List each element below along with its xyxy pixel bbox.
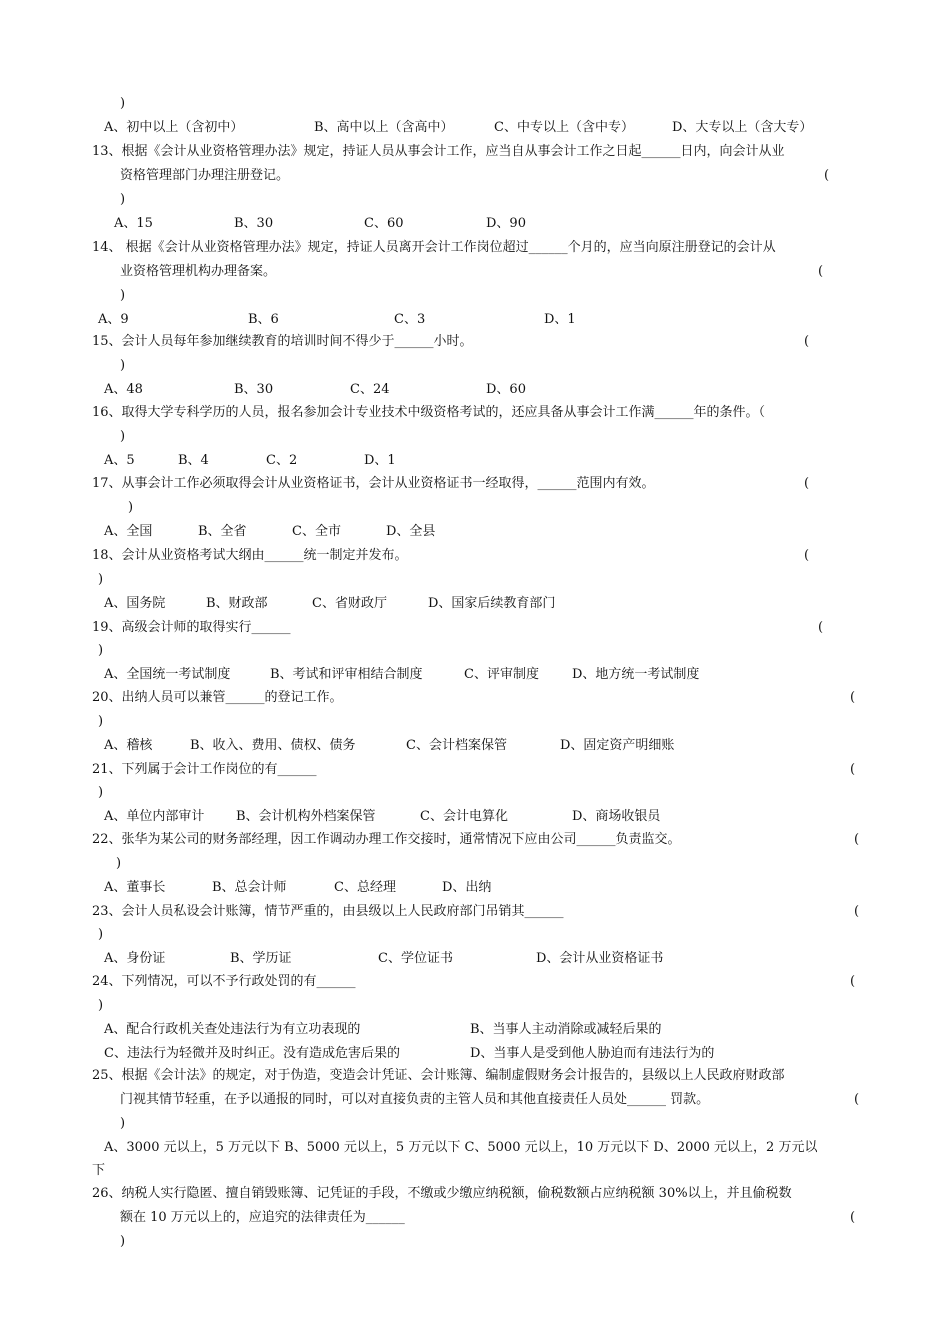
text-line: ) bbox=[120, 1116, 126, 1131]
text-line: 21、下列属于会计工作岗位的有______ bbox=[92, 762, 317, 777]
text-line: ( bbox=[854, 904, 860, 919]
text-line: ) bbox=[128, 500, 134, 515]
text-line: B、4 bbox=[178, 453, 209, 468]
text-line: 门视其情节轻重，在予以通报的同时，可以对直接负责的主管人员和其他直接责任人员处______ 罚款。 bbox=[120, 1092, 710, 1107]
text-line: C、24 bbox=[350, 382, 390, 397]
text-line: A、全国 bbox=[104, 524, 153, 539]
text-line: 17、从事会计工作必须取得会计从业资格证书，会计从业资格证书一经取得，______范围内有效。 bbox=[92, 476, 655, 491]
text-line: C、违法行为轻微并及时纠正。没有造成危害后果的 bbox=[104, 1046, 400, 1061]
text-line: D、固定资产明细账 bbox=[560, 738, 675, 753]
text-line: B、30 bbox=[234, 216, 274, 231]
text-line: C、3 bbox=[394, 312, 426, 327]
text-line: A、全国统一考试制度 bbox=[104, 667, 231, 682]
text-line: B、6 bbox=[248, 312, 279, 327]
text-line: ) bbox=[120, 358, 126, 373]
text-line: ) bbox=[120, 96, 126, 111]
text-line: B、总会计师 bbox=[212, 880, 287, 895]
text-line: B、财政部 bbox=[206, 596, 268, 611]
text-line: D、当事人是受到他人胁迫而有违法行为的 bbox=[470, 1046, 715, 1061]
text-line: D、1 bbox=[544, 312, 576, 327]
text-line: C、省财政厅 bbox=[312, 596, 387, 611]
text-line: 23、会计人员私设会计账簿，情节严重的，由县级以上人民政府部门吊销其______ bbox=[92, 904, 564, 919]
text-line: D、商场收银员 bbox=[572, 809, 661, 824]
text-line: ) bbox=[120, 192, 126, 207]
text-line: C、会计档案保管 bbox=[406, 738, 507, 753]
text-line: ( bbox=[850, 762, 856, 777]
text-line: A、初中以上（含初中） bbox=[104, 120, 244, 135]
text-line: 业资格管理机构办理备案。 bbox=[120, 264, 277, 279]
text-line: A、5 bbox=[104, 453, 135, 468]
text-line: D、60 bbox=[486, 382, 526, 397]
text-line: ( bbox=[854, 1092, 860, 1107]
text-line: A、9 bbox=[98, 312, 129, 327]
text-line: 14、 根据《会计从业资格管理办法》规定，持证人员离开会计工作岗位超过______个月的，应当向原注册登记的会计从 bbox=[92, 240, 776, 255]
text-line: B、会计机构外档案保管 bbox=[236, 809, 376, 824]
text-line: 额在 10 万元以上的，应追究的法律责任为______ bbox=[120, 1210, 405, 1225]
text-line: D、90 bbox=[486, 216, 526, 231]
text-line: 16、取得大学专科学历的人员，报名参加会计专业技术中级资格考试的，还应具备从事会计工作满______年的条件。（ bbox=[92, 405, 766, 420]
text-line: ( bbox=[804, 476, 810, 491]
text-line: ) bbox=[98, 714, 104, 729]
text-line: C、中专以上（含中专） bbox=[494, 120, 634, 135]
text-line: C、2 bbox=[266, 453, 298, 468]
text-line: A、15 bbox=[114, 216, 153, 231]
text-line: ) bbox=[98, 785, 104, 800]
text-line: 下 bbox=[92, 1163, 106, 1178]
text-line: D、会计从业资格证书 bbox=[536, 951, 664, 966]
text-line: C、学位证书 bbox=[378, 951, 453, 966]
text-line: 20、出纳人员可以兼管______的登记工作。 bbox=[92, 690, 343, 705]
text-line: C、评审制度 bbox=[464, 667, 539, 682]
text-line: ( bbox=[850, 690, 856, 705]
text-line: ( bbox=[824, 168, 830, 183]
text-line: B、30 bbox=[234, 382, 274, 397]
text-line: ( bbox=[818, 264, 824, 279]
text-line: 15、会计人员每年参加继续教育的培训时间不得少于______小时。 bbox=[92, 334, 473, 349]
text-line: D、国家后续教育部门 bbox=[428, 596, 556, 611]
text-line: B、考试和评审相结合制度 bbox=[270, 667, 423, 682]
text-line: B、收入、费用、债权、债务 bbox=[190, 738, 356, 753]
text-line: 19、高级会计师的取得实行______ bbox=[92, 620, 291, 635]
text-line: A、身份证 bbox=[104, 951, 166, 966]
text-line: A、3000 元以上，5 万元以下 B、5000 元以上，5 万元以下 C、5000 元以上，10 万元以下 D、2000 元以上，2 万元以 bbox=[104, 1140, 818, 1155]
text-line: C、总经理 bbox=[334, 880, 396, 895]
text-line: 13、根据《会计从业资格管理办法》规定，持证人员从事会计工作，应当自从事会计工作之日起______日内，向会计从业 bbox=[92, 144, 785, 159]
text-line: ( bbox=[804, 334, 810, 349]
text-line: D、地方统一考试制度 bbox=[572, 667, 700, 682]
text-line: B、当事人主动消除或减轻后果的 bbox=[470, 1022, 662, 1037]
text-line: C、会计电算化 bbox=[420, 809, 508, 824]
text-line: 22、张华为某公司的财务部经理，因工作调动办理工作交接时，通常情况下应由公司______负责监交。 bbox=[92, 832, 681, 847]
text-line: D、大专以上（含大专） bbox=[672, 120, 813, 135]
text-line: A、单位内部审计 bbox=[104, 809, 205, 824]
text-line: 26、纳税人实行隐匿、擅自销毁账簿、记凭证的手段，不缴或少缴应纳税额，偷税数额占应纳税额 30%以上，并且偷税数 bbox=[92, 1186, 792, 1201]
text-line: D、1 bbox=[364, 453, 396, 468]
text-line: ) bbox=[98, 643, 104, 658]
text-line: ) bbox=[98, 572, 104, 587]
text-line: ) bbox=[120, 429, 126, 444]
text-line: 18、会计从业资格考试大纲由______统一制定并发布。 bbox=[92, 548, 408, 563]
text-line: B、学历证 bbox=[230, 951, 292, 966]
text-line: ) bbox=[120, 1234, 126, 1249]
text-line: B、全省 bbox=[198, 524, 247, 539]
text-line: ( bbox=[854, 832, 860, 847]
text-line: C、60 bbox=[364, 216, 404, 231]
text-line: D、全县 bbox=[386, 524, 436, 539]
text-line: ( bbox=[850, 974, 856, 989]
text-line: A、董事长 bbox=[104, 880, 166, 895]
text-line: D、出纳 bbox=[442, 880, 492, 895]
text-line: ) bbox=[116, 856, 122, 871]
text-line: 25、根据《会计法》的规定，对于伪造，变造会计凭证、会计账簿、编制虚假财务会计报告的，县级以上人民政府财政部 bbox=[92, 1068, 785, 1083]
text-line: A、稽核 bbox=[104, 738, 153, 753]
text-line: ) bbox=[120, 288, 126, 303]
text-line: B、高中以上（含高中） bbox=[314, 120, 454, 135]
text-line: C、全市 bbox=[292, 524, 341, 539]
text-line: ) bbox=[98, 927, 104, 942]
text-line: A、48 bbox=[104, 382, 143, 397]
text-line: 资格管理部门办理注册登记。 bbox=[120, 168, 290, 183]
text-line: ( bbox=[850, 1210, 856, 1225]
text-line: ( bbox=[804, 548, 810, 563]
text-line: A、配合行政机关查处违法行为有立功表现的 bbox=[104, 1022, 361, 1037]
text-line: A、国务院 bbox=[104, 596, 166, 611]
text-line: 24、下列情况，可以不予行政处罚的有______ bbox=[92, 974, 356, 989]
text-line: ) bbox=[98, 998, 104, 1013]
text-line: ( bbox=[818, 620, 824, 635]
